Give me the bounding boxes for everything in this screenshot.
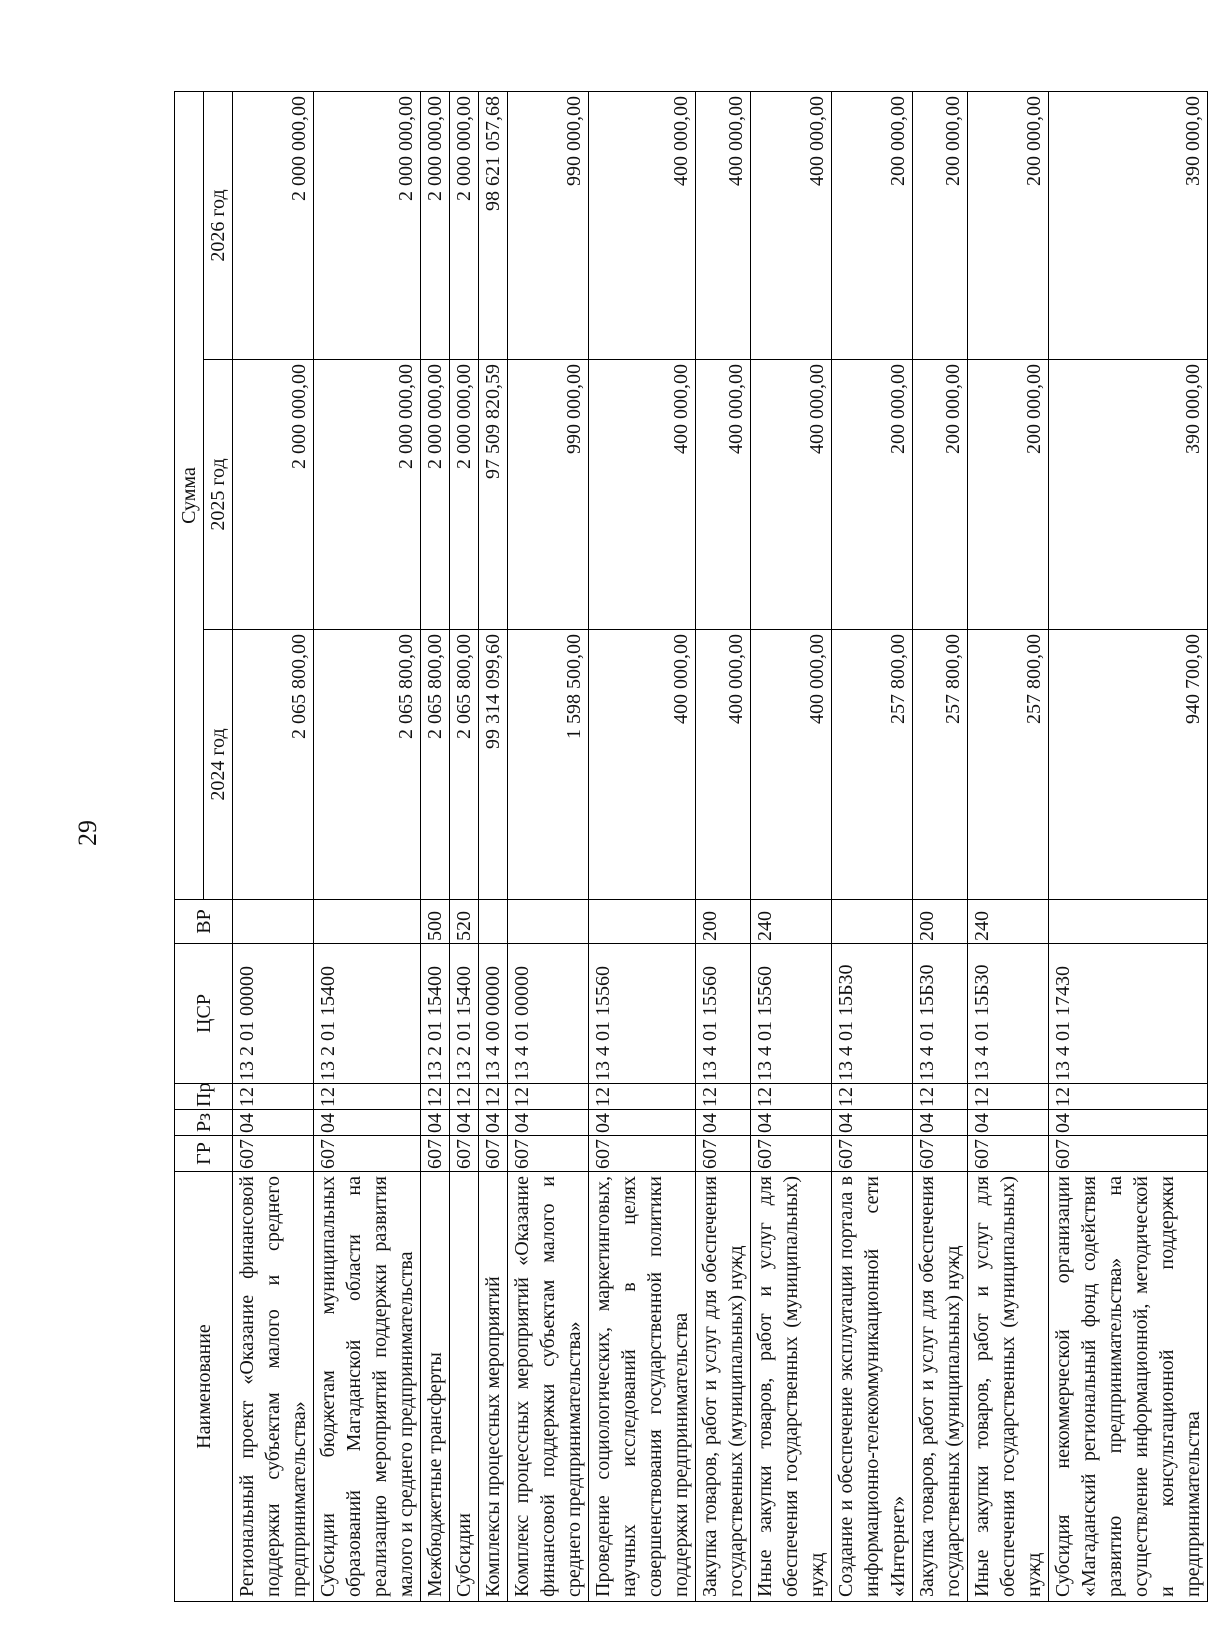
row-gr: 607: [450, 1136, 479, 1172]
table-row: [751, 91, 832, 1601]
row-gr: 607: [1049, 1136, 1208, 1172]
row-2024: 400 000,00: [696, 630, 751, 900]
header-name: Наименование: [175, 1172, 233, 1602]
row-2026: 400 000,00: [589, 91, 696, 359]
row-gr: 607: [233, 1136, 314, 1172]
row-2025: 200 000,00: [913, 360, 968, 630]
row-rz: 04: [832, 1110, 913, 1136]
row-pr: 12: [696, 1084, 751, 1110]
rotated-table-container: [174, 92, 1204, 1602]
row-2024: 99 314 099,60: [479, 630, 508, 900]
row-rz: 04: [968, 1110, 1049, 1136]
row-rz: 04: [314, 1110, 421, 1136]
row-name: Комплекс процессных мероприятий «Оказание финансовой поддержки субъектам малого и среднего предпринимательства»: [508, 1172, 589, 1602]
row-2026: 390 000,00: [1049, 91, 1208, 359]
row-csr: 13 2 01 15400: [450, 944, 479, 1084]
row-rz: 04: [913, 1110, 968, 1136]
row-csr: 13 4 01 15Б30: [832, 944, 913, 1084]
table-body: [233, 91, 1208, 1601]
row-2025: 200 000,00: [968, 360, 1049, 630]
row-pr: 12: [508, 1084, 589, 1110]
row-2025: 2 000 000,00: [450, 360, 479, 630]
row-2026: 2 000 000,00: [450, 91, 479, 359]
row-pr: 12: [913, 1084, 968, 1110]
table-row: [696, 91, 751, 1601]
row-2024: 2 065 800,00: [450, 630, 479, 900]
row-pr: 12: [479, 1084, 508, 1110]
row-2024: 257 800,00: [968, 630, 1049, 900]
table-row: [233, 91, 314, 1601]
row-gr: 607: [589, 1136, 696, 1172]
row-2026: 400 000,00: [696, 91, 751, 359]
row-2026: 2 000 000,00: [314, 91, 421, 359]
row-2025: 990 000,00: [508, 360, 589, 630]
row-vr: [832, 900, 913, 944]
row-vr: [479, 900, 508, 944]
row-2025: 97 509 820,59: [479, 360, 508, 630]
row-rz: 04: [450, 1110, 479, 1136]
table-row: [913, 91, 968, 1601]
row-pr: 12: [1049, 1084, 1208, 1110]
row-gr: 607: [696, 1136, 751, 1172]
row-2024: 257 800,00: [832, 630, 913, 900]
table-row: [1049, 91, 1208, 1601]
row-2025: 400 000,00: [751, 360, 832, 630]
row-rz: 04: [421, 1110, 450, 1136]
table-row: [450, 91, 479, 1601]
header-row-1: [175, 91, 204, 1601]
row-csr: 13 4 01 15Б30: [913, 944, 968, 1084]
row-pr: 12: [233, 1084, 314, 1110]
row-csr: 13 4 01 15Б30: [968, 944, 1049, 1084]
row-2026: 2 000 000,00: [233, 91, 314, 359]
row-pr: 12: [751, 1084, 832, 1110]
row-gr: 607: [751, 1136, 832, 1172]
row-rz: 04: [589, 1110, 696, 1136]
row-name: Региональный проект «Оказание финансовой поддержки субъектам малого и среднего предпринимательства»: [233, 1172, 314, 1602]
header-rz: Рз: [175, 1110, 233, 1136]
row-gr: 607: [968, 1136, 1049, 1172]
table-row: [968, 91, 1049, 1601]
row-csr: 13 4 01 00000: [508, 944, 589, 1084]
row-vr: [1049, 900, 1208, 944]
header-2024: 2024 год: [204, 630, 233, 900]
row-vr: [508, 900, 589, 944]
row-2025: 2 000 000,00: [233, 360, 314, 630]
header-csr: ЦСР: [175, 944, 233, 1084]
row-rz: 04: [508, 1110, 589, 1136]
row-2026: 200 000,00: [913, 91, 968, 359]
row-vr: 240: [968, 900, 1049, 944]
row-2024: 2 065 800,00: [421, 630, 450, 900]
row-2026: 400 000,00: [751, 91, 832, 359]
row-vr: 500: [421, 900, 450, 944]
table-row: [589, 91, 696, 1601]
row-pr: 12: [314, 1084, 421, 1110]
row-vr: [314, 900, 421, 944]
row-csr: 13 4 01 15560: [751, 944, 832, 1084]
row-vr: [589, 900, 696, 944]
row-2026: 200 000,00: [832, 91, 913, 359]
row-2024: 400 000,00: [589, 630, 696, 900]
row-vr: 240: [751, 900, 832, 944]
row-2025: 200 000,00: [832, 360, 913, 630]
row-csr: 13 4 00 00000: [479, 944, 508, 1084]
row-gr: 607: [421, 1136, 450, 1172]
row-gr: 607: [508, 1136, 589, 1172]
row-name: Иные закупки товаров, работ и услуг для обеспечения государственных (муниципальных) нужд: [968, 1172, 1049, 1602]
row-2024: 1 598 500,00: [508, 630, 589, 900]
row-gr: 607: [913, 1136, 968, 1172]
row-vr: 200: [913, 900, 968, 944]
row-2026: 2 000 000,00: [421, 91, 450, 359]
row-2025: 2 000 000,00: [314, 360, 421, 630]
row-2025: 400 000,00: [696, 360, 751, 630]
row-2024: 2 065 800,00: [314, 630, 421, 900]
row-name: Иные закупки товаров, работ и услуг для обеспечения государственных (муниципальных) нужд: [751, 1172, 832, 1602]
row-2024: 2 065 800,00: [233, 630, 314, 900]
row-vr: 520: [450, 900, 479, 944]
row-2026: 200 000,00: [968, 91, 1049, 359]
row-rz: 04: [696, 1110, 751, 1136]
table-row: [479, 91, 508, 1601]
row-csr: 13 4 01 15560: [589, 944, 696, 1084]
row-rz: 04: [479, 1110, 508, 1136]
header-sum: Сумма: [175, 91, 204, 899]
row-name: Проведение социологических, маркетинговых, научных исследований в целях совершенствования государственной политики поддержки предпринимательства: [589, 1172, 696, 1602]
row-csr: 13 2 01 00000: [233, 944, 314, 1084]
row-rz: 04: [233, 1110, 314, 1136]
row-name: Закупка товаров, работ и услуг для обеспечения государственных (муниципальных) нужд: [913, 1172, 968, 1602]
row-name: Комплексы процессных мероприятий: [479, 1172, 508, 1602]
row-2025: 2 000 000,00: [421, 360, 450, 630]
row-gr: 607: [832, 1136, 913, 1172]
header-2026: 2026 год: [204, 91, 233, 359]
row-rz: 04: [751, 1110, 832, 1136]
row-pr: 12: [421, 1084, 450, 1110]
table-row: [421, 91, 450, 1601]
row-2026: 990 000,00: [508, 91, 589, 359]
header-2025: 2025 год: [204, 360, 233, 630]
row-pr: 12: [968, 1084, 1049, 1110]
table-row: [832, 91, 913, 1601]
row-name: Субсидии бюджетам муниципальных образований Магаданской области на реализацию мероприятий поддержки развития малого и среднего предпринимательства: [314, 1172, 421, 1602]
row-2026: 98 621 057,68: [479, 91, 508, 359]
row-name: Закупка товаров, работ и услуг для обеспечения государственных (муниципальных) нужд: [696, 1172, 751, 1602]
header-vr: ВР: [175, 900, 233, 944]
row-name: Субсидии: [450, 1172, 479, 1602]
row-pr: 12: [450, 1084, 479, 1110]
row-csr: 13 4 01 15560: [696, 944, 751, 1084]
table-row: [508, 91, 589, 1601]
row-2024: 257 800,00: [913, 630, 968, 900]
row-name: Создание и обеспечение эксплуатации портала в информационно-телекоммуникационной сети «Интернет»: [832, 1172, 913, 1602]
row-gr: 607: [479, 1136, 508, 1172]
page-number: 29: [73, 820, 102, 846]
row-2024: 400 000,00: [751, 630, 832, 900]
row-vr: 200: [696, 900, 751, 944]
row-pr: 12: [589, 1084, 696, 1110]
row-rz: 04: [1049, 1110, 1208, 1136]
row-pr: 12: [832, 1084, 913, 1110]
header-pr: Пр: [175, 1084, 233, 1110]
row-2024: 940 700,00: [1049, 630, 1208, 900]
row-2025: 400 000,00: [589, 360, 696, 630]
row-vr: [233, 900, 314, 944]
row-csr: 13 2 01 15400: [314, 944, 421, 1084]
table-row: [314, 91, 421, 1601]
budget-table: [174, 91, 1208, 1602]
row-csr: 13 4 01 17430: [1049, 944, 1208, 1084]
row-2025: 390 000,00: [1049, 360, 1208, 630]
row-gr: 607: [314, 1136, 421, 1172]
row-name: Межбюджетные трансферты: [421, 1172, 450, 1602]
header-gr: ГР: [175, 1136, 233, 1172]
row-name: Субсидия некоммерческой организации «Магаданский региональный фонд содействия развитию предпринимательства» на осуществление информационной, методической и консультационной поддержки предпринимательства: [1049, 1172, 1208, 1602]
row-csr: 13 2 01 15400: [421, 944, 450, 1084]
